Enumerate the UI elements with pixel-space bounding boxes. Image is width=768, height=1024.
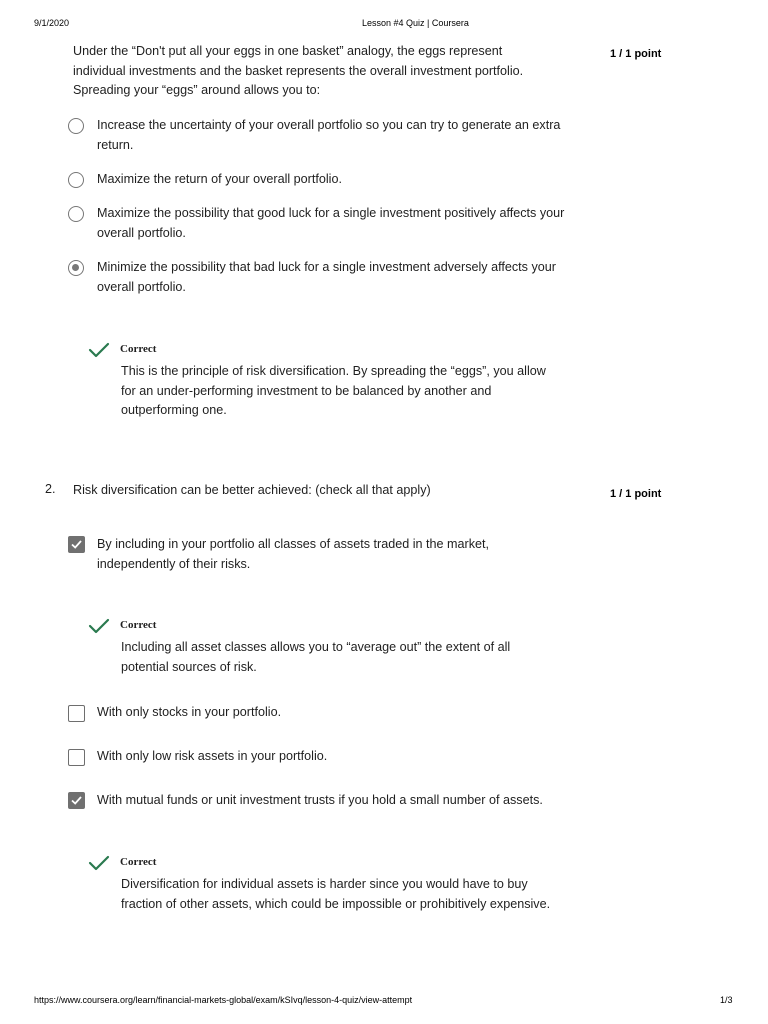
question-1-option-2-radio[interactable] [68, 172, 84, 188]
question-1-feedback-text: This is the principle of risk diversification. By spreading the “eggs”, you allow for an under-performing investment to be balanced by another and outperforming one. [121, 364, 546, 417]
print-date: 9/1/2020 [34, 18, 70, 28]
question-1-option-4-label[interactable]: Minimize the possibility that bad luck for a single investment adversely affects your overall portfolio. [97, 260, 556, 294]
question-2-feedback-2-label: Correct [120, 856, 157, 868]
question-2-feedback-2-text: Diversification for individual assets is harder since you would have to buy fraction of other assets, which could be impossible or prohibitively expensive. [121, 877, 551, 911]
question-1-option-4-radio-selected[interactable] [68, 260, 84, 276]
question-2-option-3-checkbox[interactable] [68, 749, 85, 766]
question-2-text: Risk diversification can be better achieved: (check all that apply) [73, 483, 431, 497]
question-2-points: 1 / 1 point [610, 488, 662, 500]
checkmark-icon [88, 342, 110, 358]
question-1-points: 1 / 1 point [610, 48, 662, 60]
question-1-text: Under the “Don't put all your eggs in one basket” analogy, the eggs represent individual investments and the basket represents the overall investment portfolio. Spreading your “eggs” around allows you to: [73, 44, 524, 97]
question-1-option-2-label[interactable]: Maximize the return of your overall portfolio. [97, 172, 342, 186]
question-1-option-3-radio[interactable] [68, 206, 84, 222]
question-1-feedback-label: Correct [120, 343, 157, 355]
print-url: https://www.coursera.org/learn/financial-markets-global/exam/kSIvq/lesson-4-quiz/view-attempt [34, 995, 413, 1005]
question-2-number: 2. [45, 482, 56, 496]
question-1-option-3-label[interactable]: Maximize the possibility that good luck for a single investment positively affects your overall portfolio. [97, 206, 565, 240]
question-2-option-1-checkbox-checked[interactable] [68, 536, 85, 553]
checkmark-icon [88, 618, 110, 634]
question-2-option-4-checkbox-checked[interactable] [68, 792, 85, 809]
question-2-option-2-checkbox[interactable] [68, 705, 85, 722]
question-2-option-2-label[interactable]: With only stocks in your portfolio. [97, 705, 282, 719]
question-2-feedback-1-label: Correct [120, 619, 157, 631]
question-1-option-1-label[interactable]: Increase the uncertainty of your overall portfolio so you can try to generate an extra return. [97, 118, 561, 152]
question-2-option-4-label[interactable]: With mutual funds or unit investment trusts if you hold a small number of assets. [97, 793, 543, 807]
question-2-option-1-label[interactable]: By including in your portfolio all classes of assets traded in the market, independently of their risks. [97, 537, 489, 571]
checkmark-icon [88, 855, 110, 871]
check-icon [70, 538, 83, 551]
question-2-feedback-1-text: Including all asset classes allows you to “average out” the extent of all potential sources of risk. [121, 640, 511, 674]
check-icon [70, 794, 83, 807]
print-page-number: 1/3 [720, 995, 733, 1005]
question-2-option-3-label[interactable]: With only low risk assets in your portfolio. [97, 749, 328, 763]
print-page-title: Lesson #4 Quiz | Coursera [362, 18, 469, 28]
question-1-option-1-radio[interactable] [68, 118, 84, 134]
